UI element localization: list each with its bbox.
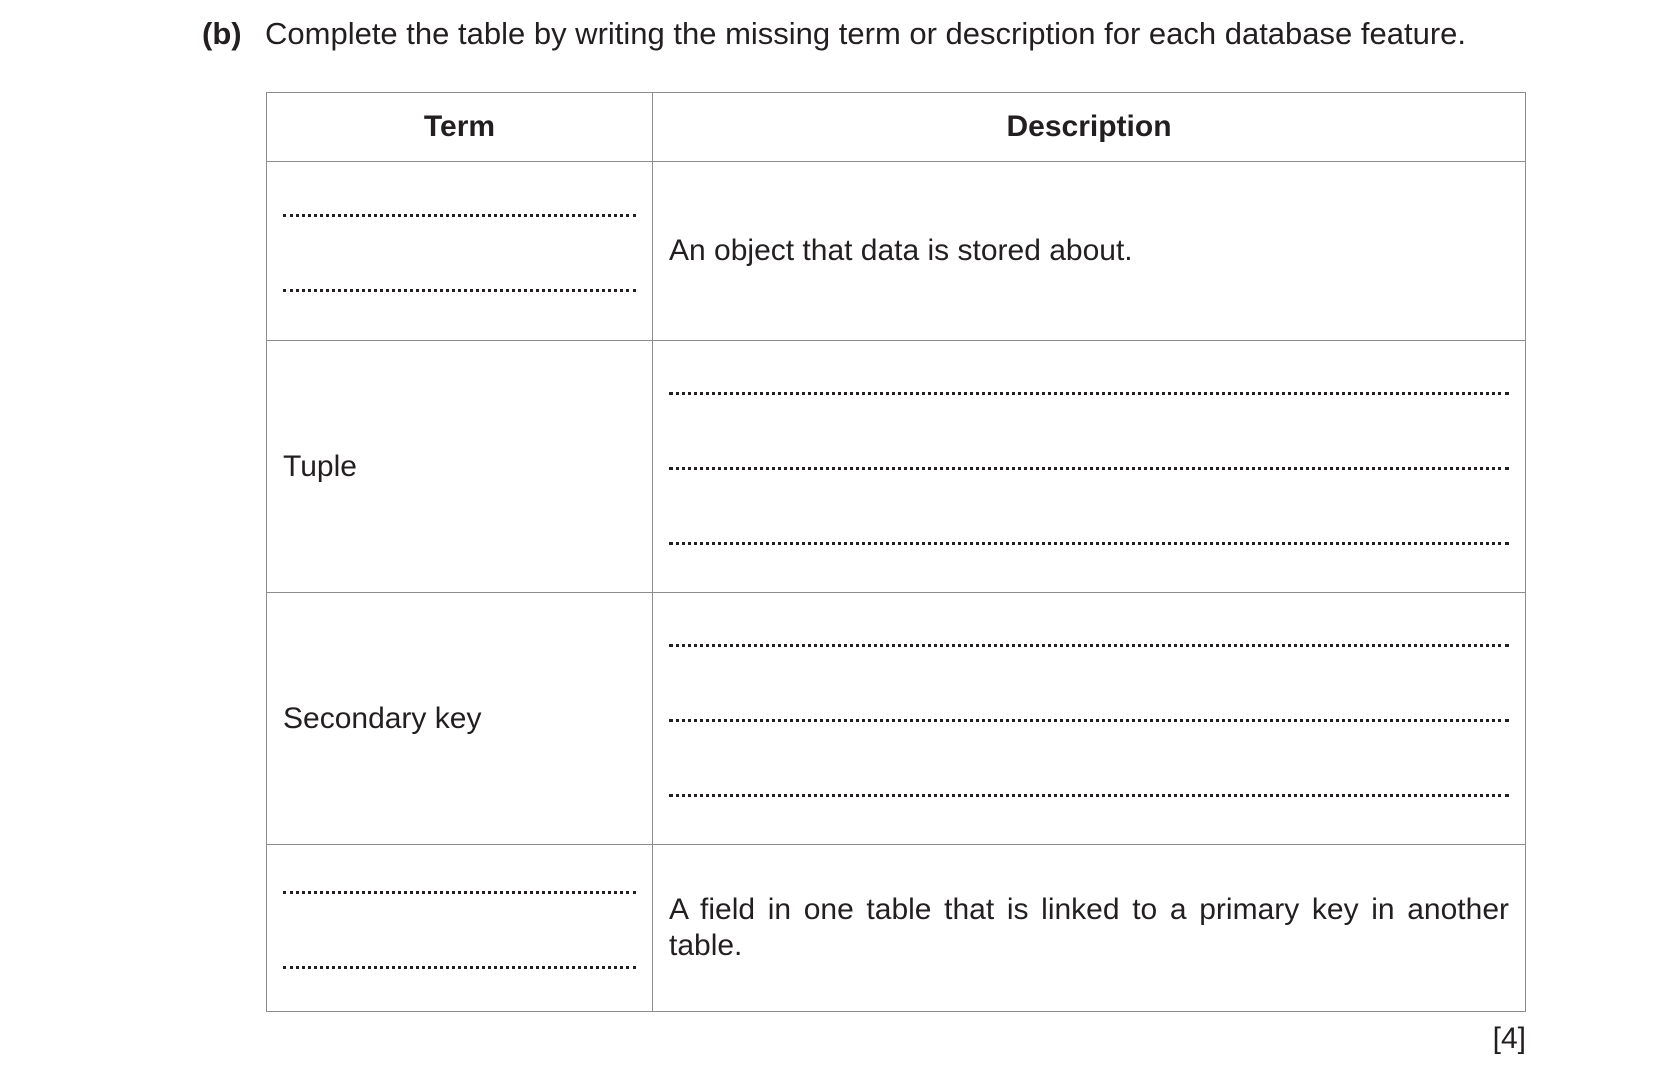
term-cell [267,593,653,845]
question-text: Complete the table by writing the missing term or description for each database feature. [265,16,1467,51]
answer-line[interactable] [283,888,636,894]
answer-lines[interactable] [653,593,1525,844]
table-header-row [267,93,1526,162]
answer-line[interactable] [669,716,1509,722]
description-cell [653,845,1526,1012]
term-text: Secondary key [283,701,482,735]
table-row [267,845,1526,1012]
table-row [267,162,1526,341]
answer-line[interactable] [283,211,636,217]
answer-line[interactable] [669,791,1509,797]
answer-line[interactable] [669,389,1509,395]
question-label: (b) [202,16,242,51]
term-answer-cell[interactable] [267,162,653,341]
term-text: Tuple [283,449,357,483]
answer-line[interactable] [283,286,636,292]
answer-line[interactable] [669,539,1509,545]
header-description: Description [653,93,1526,162]
term-answer-cell[interactable] [267,845,653,1012]
table-row [267,593,1526,845]
answer-line[interactable] [669,464,1509,470]
answer-line[interactable] [669,641,1509,647]
term-cell [267,341,653,593]
database-features-table [266,92,1526,1012]
description-text: A field in one table that is linked to a primary key in another table. [669,893,1509,962]
answer-line[interactable] [283,963,636,969]
marks-label: [4] [1492,1022,1526,1055]
description-text: An object that data is stored about. [669,234,1133,267]
question-line [202,14,1466,54]
answer-lines[interactable] [267,845,652,1011]
table-row [267,341,1526,593]
header-term: Term [267,93,653,162]
description-answer-cell[interactable] [653,593,1526,845]
description-cell [653,162,1526,341]
description-answer-cell[interactable] [653,341,1526,593]
answer-lines[interactable] [267,162,652,340]
answer-lines[interactable] [653,341,1525,592]
